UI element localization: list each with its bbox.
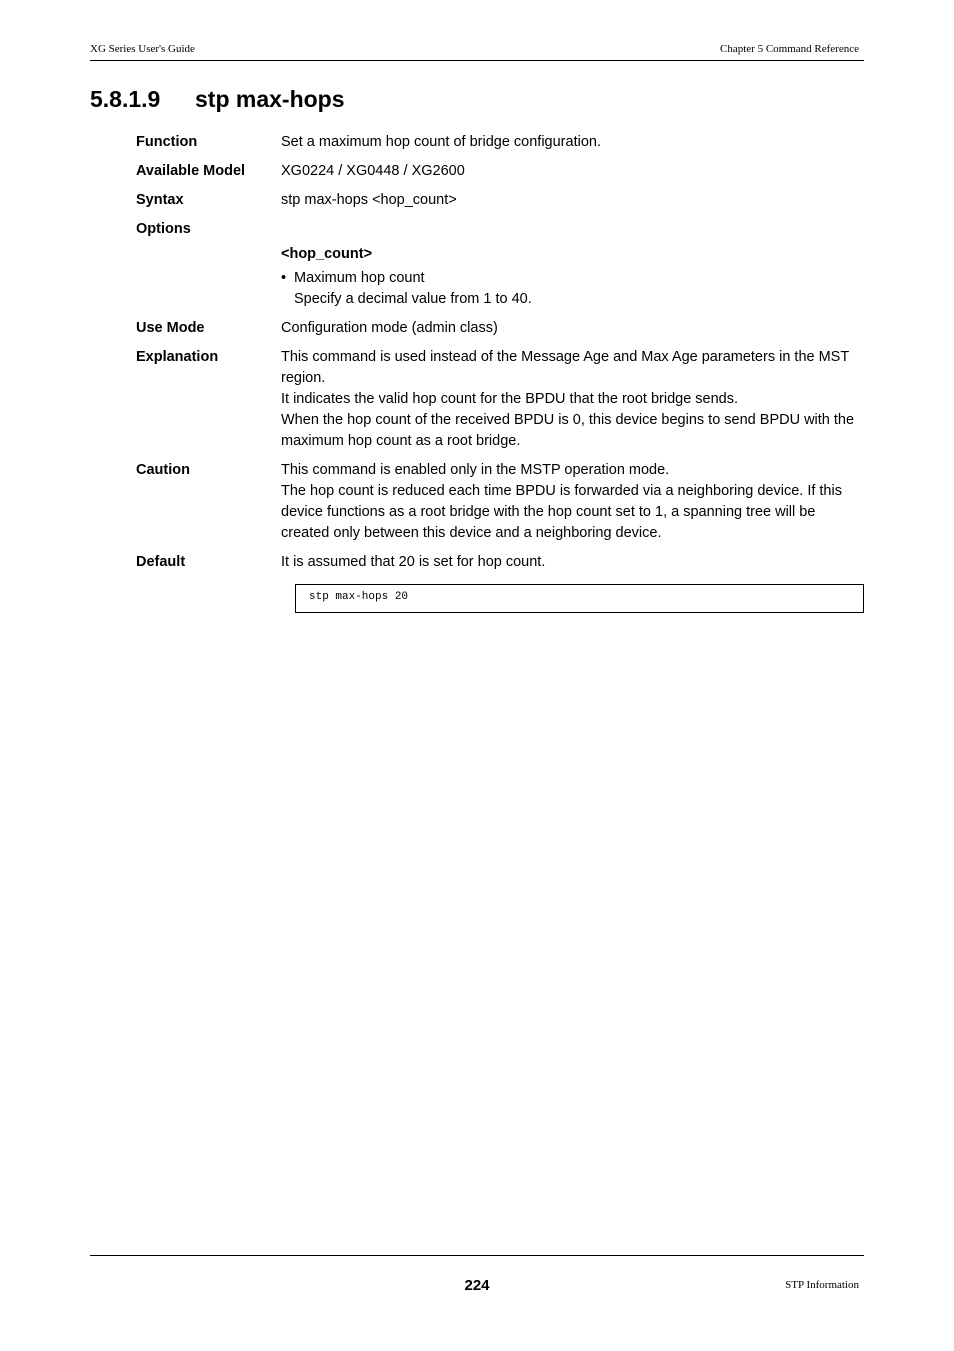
use-mode-row [136,318,864,339]
explanation-line: It indicates the valid hop count for the BPDU that the root bridge sends. [281,391,739,407]
section-heading [90,86,345,113]
command-reference-body [136,132,864,581]
explanation-row [136,347,864,452]
explanation-line: This command is used instead of the Message Age and Max Age parameters in the MST region. [281,349,849,386]
syntax-value: stp max-hops <hop_count> [281,192,457,208]
caution-line: This command is enabled only in the MSTP operation mode. [281,462,670,478]
available-model-row [136,161,864,182]
default-code-box [295,584,864,613]
options-label: Options [136,221,191,237]
function-value: Set a maximum hop count of bridge configuration. [281,134,601,150]
footer-divider [90,1255,864,1256]
footer-section-name: STP Information [785,1279,859,1291]
caution-line: The hop count is reduced each time BPDU is forwarded via a neighboring device. If this device functions as a root bridge with the hop count set to 1, a spanning tree will be created only between this device and a neighboring device. [281,483,842,541]
use-mode-label: Use Mode [136,320,205,336]
caution-label: Caution [136,462,190,478]
header-divider [90,60,864,61]
available-model-label: Available Model [136,163,246,179]
use-mode-value: Configuration mode (admin class) [281,320,498,336]
default-label: Default [136,554,186,570]
bullet-icon: • [281,270,287,286]
syntax-label: Syntax [136,192,184,208]
options-row [136,219,864,240]
caution-row [136,460,864,544]
explanation-text [281,347,864,452]
option-description: Specify a decimal value from 1 to 40. [294,291,532,307]
header-chapter-title: Chapter 5 Command Reference [720,43,859,55]
default-code: stp max-hops 20 [309,591,409,603]
explanation-line: When the hop count of the received BPDU is 0, this device begins to send BPDU with the maximum hop count as a root bridge. [281,412,855,449]
section-number: 5.8.1.9 [90,86,161,112]
page-number: 224 [464,1277,490,1294]
default-value: It is assumed that 20 is set for hop count. [281,554,546,570]
explanation-label: Explanation [136,349,219,365]
option-title: Maximum hop count [294,270,425,286]
option-name: <hop_count> [281,246,373,262]
option-bullet-item [281,268,864,289]
syntax-row [136,190,864,211]
option-hop-count [281,244,864,310]
function-label: Function [136,134,198,150]
header-doc-title: XG Series User's Guide [90,43,195,55]
function-row [136,132,864,153]
available-model-value: XG0224 / XG0448 / XG2600 [281,163,465,179]
section-title: stp max-hops [195,86,345,112]
default-row [136,552,864,573]
caution-text [281,460,864,544]
